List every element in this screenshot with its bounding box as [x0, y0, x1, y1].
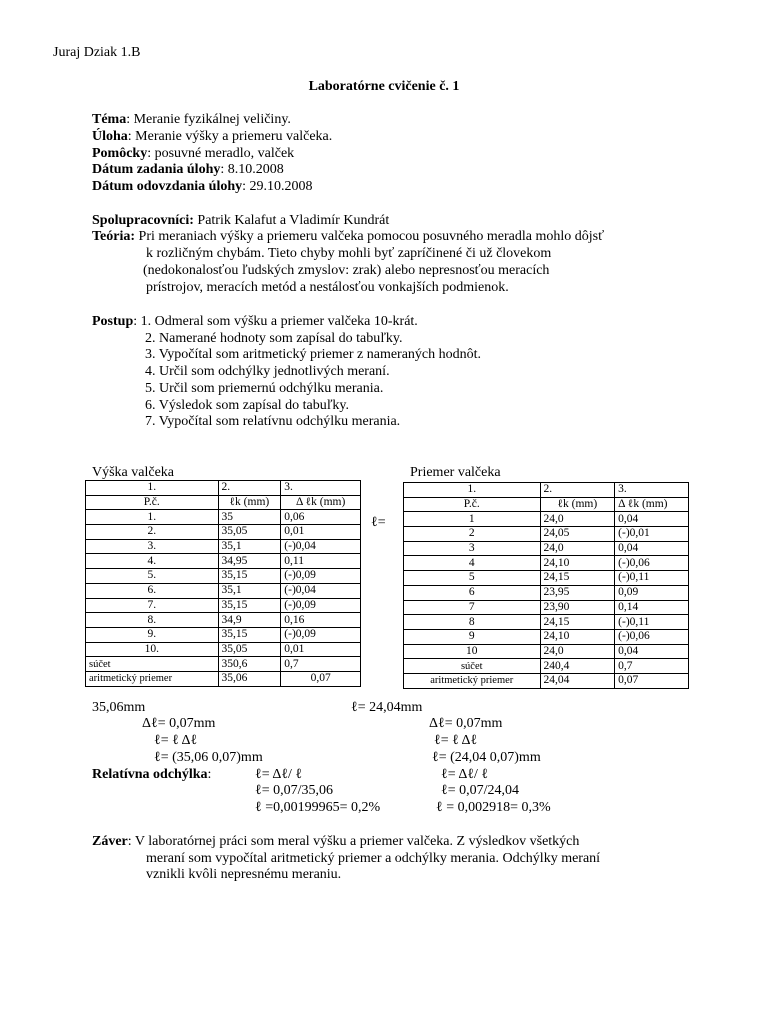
table-row	[404, 512, 689, 527]
zaver-text-2: meraní som vypočítal aritmetický priemer a odchýlky merania. Odchýlky meraní	[146, 851, 601, 866]
author-line: Juraj Dziak 1.B	[53, 45, 141, 60]
table-cell: 24,0	[540, 512, 615, 527]
teoria-text-1: Pri meraniach výšky a priemeru valčeka pomocou posuvného meradla mohlo dôjsť	[135, 229, 605, 244]
pomocky-value: : posuvné meradlo, valček	[147, 146, 295, 161]
table-cell: 0,06	[281, 510, 361, 525]
table-cell: 0,09	[615, 585, 689, 600]
table-cell: (-)0,06	[615, 556, 689, 571]
table-cell: súčet	[86, 657, 219, 672]
uloha-line	[92, 129, 332, 145]
datum-zadania-value: : 8.10.2008	[220, 162, 284, 177]
priemer-form: ℓ= ℓ Δℓ	[434, 733, 478, 748]
table-cell: 24,0	[540, 644, 615, 659]
table-cell: 34,95	[218, 554, 281, 569]
table-row	[404, 527, 689, 542]
table-row	[86, 525, 361, 540]
table-cell: 24,05	[540, 527, 615, 542]
tema-value: : Meranie fyzikálnej veličiny.	[126, 112, 291, 127]
sum-row	[86, 657, 361, 672]
table-cell: 2.	[86, 525, 219, 540]
table-cell: 24,10	[540, 556, 615, 571]
pomocky-label: Pomôcky	[92, 146, 148, 161]
table-cell: 23,95	[540, 585, 615, 600]
table-cell: 0,07	[281, 671, 361, 686]
postup-step-5: 5. Určil som priemernú odchýlku merania.	[145, 381, 384, 396]
vyska-caption: Výška valčeka	[92, 465, 175, 480]
table-cell: 4.	[86, 554, 219, 569]
table-row	[86, 627, 361, 642]
table-cell: (-)0,09	[281, 569, 361, 584]
table-cell: súčet	[404, 659, 541, 674]
zaver-text-3: vznikli kvôli nepresnému meraniu.	[146, 867, 342, 882]
col-number: 2.	[218, 481, 281, 496]
column-header: ℓk (mm)	[218, 495, 281, 510]
teoria-text-3: (nedokonalosťou ľudských zmyslov: zrak) alebo nepresnosťou meracích	[143, 263, 550, 278]
table-cell: (-)0,11	[615, 615, 689, 630]
table-row	[86, 510, 361, 525]
ell-sign: ℓ=	[371, 515, 386, 530]
table-row	[404, 600, 689, 615]
table-cell: (-)0,01	[615, 527, 689, 542]
table-cell: 0,07	[615, 673, 689, 688]
table-cell: 0,01	[281, 642, 361, 657]
vyska-rel-values: ℓ= 0,07/35,06	[255, 783, 333, 798]
priemer-rel-formula: ℓ= Δℓ/ ℓ	[441, 767, 489, 782]
datum-odovzdania-line	[92, 179, 313, 195]
vyska-result: ℓ= (35,06 0,07)mm	[154, 750, 263, 765]
table-cell: 0,14	[615, 600, 689, 615]
table-cell: 0,04	[615, 512, 689, 527]
zaver-text-1: : V laboratórnej práci som meral výšku a priemer valčeka. Z výsledkov všetkých	[127, 834, 580, 849]
postup-line-1	[92, 314, 418, 330]
table-row	[86, 554, 361, 569]
column-header: P.č.	[404, 497, 541, 512]
pomocky-line	[92, 146, 294, 162]
postup-step-1: : 1. Odmeral som výšku a priemer valčeka 10-krát.	[133, 314, 418, 329]
table-cell: 0,04	[615, 644, 689, 659]
tema-line	[92, 112, 291, 128]
sum-row	[404, 659, 689, 674]
table-row	[86, 569, 361, 584]
priemer-mean: ℓ= 24,04mm	[351, 700, 423, 715]
column-header: Δ ℓk (mm)	[281, 495, 361, 510]
relativna-label: Relatívna odchýlka	[92, 767, 208, 782]
teoria-label: Teória:	[92, 229, 136, 244]
table-cell: 35,1	[218, 539, 281, 554]
table-cell: 35,05	[218, 642, 281, 657]
table-cell: (-)0,09	[281, 598, 361, 613]
relativna-colon: :	[207, 767, 212, 782]
zaver-label: Záver	[92, 834, 128, 849]
datum-zadania-label: Dátum zadania úlohy	[92, 162, 221, 177]
table-cell: 350,6	[218, 657, 281, 672]
col-number: 3.	[281, 481, 361, 496]
postup-step-2: 2. Namerané hodnoty som zapísal do tabuľky.	[145, 331, 403, 346]
table-cell: (-)0,11	[615, 571, 689, 586]
table-row	[404, 585, 689, 600]
table-row	[404, 629, 689, 644]
table-header-row	[404, 497, 689, 512]
table-cell: 35,15	[218, 627, 281, 642]
table-cell: 35,05	[218, 525, 281, 540]
table-cell: 34,9	[218, 613, 281, 628]
table-cell: 24,10	[540, 629, 615, 644]
col-number: 3.	[615, 483, 689, 498]
table-row	[86, 539, 361, 554]
tema-label: Téma	[92, 112, 127, 127]
table-cell: 5	[404, 571, 541, 586]
table-cell: 10.	[86, 642, 219, 657]
mean-row	[86, 671, 361, 686]
priemer-caption: Priemer valčeka	[410, 465, 501, 480]
datum-zadania-line	[92, 162, 284, 178]
table-row	[404, 571, 689, 586]
vyska-table	[85, 480, 361, 687]
vyska-rel-formula: ℓ= Δℓ/ ℓ	[255, 767, 303, 782]
table-cell: 23,90	[540, 600, 615, 615]
table-cell: 0,01	[281, 525, 361, 540]
spolupracovnici-value: Patrik Kalafut a Vladimír Kundrát	[193, 213, 390, 228]
table-cell: 10	[404, 644, 541, 659]
table-cell: 0,7	[615, 659, 689, 674]
table-cell: 35,06	[218, 671, 281, 686]
spolupracovnici-line	[92, 213, 389, 229]
table-cell: 0,04	[615, 541, 689, 556]
vyska-mean: 35,06mm	[92, 700, 146, 715]
table-cell: 3	[404, 541, 541, 556]
table-cell: 35,1	[218, 583, 281, 598]
table-cell: (-)0,04	[281, 539, 361, 554]
uloha-label: Úloha	[92, 129, 128, 144]
postup-label: Postup	[92, 314, 134, 329]
table-cell: 9.	[86, 627, 219, 642]
postup-step-6: 6. Výsledok som zapísal do tabuľky.	[145, 398, 349, 413]
spolupracovnici-label: Spolupracovníci:	[92, 213, 194, 228]
table-row	[404, 541, 689, 556]
table-cell: 6	[404, 585, 541, 600]
table-cell: 2	[404, 527, 541, 542]
table-cell: 0,16	[281, 613, 361, 628]
vyska-form: ℓ= ℓ Δℓ	[154, 733, 198, 748]
col-number: 1.	[404, 483, 541, 498]
table-row	[404, 644, 689, 659]
table-cell: 24,04	[540, 673, 615, 688]
table-cell: 240,4	[540, 659, 615, 674]
table-cell: 35,15	[218, 569, 281, 584]
vyska-delta: Δℓ= 0,07mm	[142, 716, 216, 731]
vyska-rel-result: ℓ =0,00199965= 0,2%	[255, 800, 381, 815]
table-cell: 9	[404, 629, 541, 644]
table-row	[86, 642, 361, 657]
table-cell: 8	[404, 615, 541, 630]
datum-odovzdania-value: : 29.10.2008	[242, 179, 313, 194]
table-cell: 1	[404, 512, 541, 527]
table-cell: 35,15	[218, 598, 281, 613]
postup-step-4: 4. Určil som odchýlky jednotlivých meraní.	[145, 364, 390, 379]
uloha-value: : Meranie výšky a priemeru valčeka.	[127, 129, 333, 144]
datum-odovzdania-label: Dátum odovzdania úlohy	[92, 179, 243, 194]
table-cell: 0,7	[281, 657, 361, 672]
mean-row	[404, 673, 689, 688]
column-header: Δ ℓk (mm)	[615, 497, 689, 512]
table-cell: 6.	[86, 583, 219, 598]
priemer-table	[403, 482, 689, 689]
table-cell: 24,15	[540, 615, 615, 630]
priemer-result: ℓ= (24,04 0,07)mm	[432, 750, 541, 765]
table-cell: 8.	[86, 613, 219, 628]
table-row	[404, 556, 689, 571]
table-row	[86, 598, 361, 613]
table-cell: (-)0,06	[615, 629, 689, 644]
table-cell: 7.	[86, 598, 219, 613]
table-row	[86, 481, 361, 496]
column-header: ℓk (mm)	[540, 497, 615, 512]
table-row	[404, 615, 689, 630]
page-title: Laboratórne cvičenie č. 1	[308, 79, 460, 94]
relativna-line	[92, 767, 211, 783]
table-cell: 7	[404, 600, 541, 615]
postup-step-7: 7. Vypočítal som relatívnu odchýlku merania.	[145, 414, 401, 429]
table-row	[404, 483, 689, 498]
priemer-delta: Δℓ= 0,07mm	[429, 716, 503, 731]
col-number: 2.	[540, 483, 615, 498]
table-cell: 35	[218, 510, 281, 525]
table-cell: 1.	[86, 510, 219, 525]
table-cell: (-)0,09	[281, 627, 361, 642]
table-cell: aritmetický priemer	[404, 673, 541, 688]
priemer-rel-result: ℓ = 0,002918= 0,3%	[436, 800, 551, 815]
table-row	[86, 583, 361, 598]
table-cell: 24,0	[540, 541, 615, 556]
column-header: P.č.	[86, 495, 219, 510]
priemer-rel-values: ℓ= 0,07/24,04	[441, 783, 519, 798]
table-cell: 5.	[86, 569, 219, 584]
postup-step-3: 3. Vypočítal som aritmetický priemer z nameraných hodnôt.	[145, 347, 482, 362]
table-cell: 3.	[86, 539, 219, 554]
table-cell: 24,15	[540, 571, 615, 586]
teoria-line-1	[92, 229, 604, 245]
col-number: 1.	[86, 481, 219, 496]
table-header-row	[86, 495, 361, 510]
table-row	[86, 613, 361, 628]
table-cell: 4	[404, 556, 541, 571]
teoria-text-2: k rozličným chybám. Tieto chyby mohli byť zapríčinené či už človekom	[146, 246, 552, 261]
table-cell: (-)0,04	[281, 583, 361, 598]
zaver-line-1	[92, 834, 579, 850]
teoria-text-4: prístrojov, meracích metód a nestálosťou vonkajších podmienok.	[146, 280, 509, 295]
table-cell: 0,11	[281, 554, 361, 569]
table-cell: aritmetický priemer	[86, 671, 219, 686]
